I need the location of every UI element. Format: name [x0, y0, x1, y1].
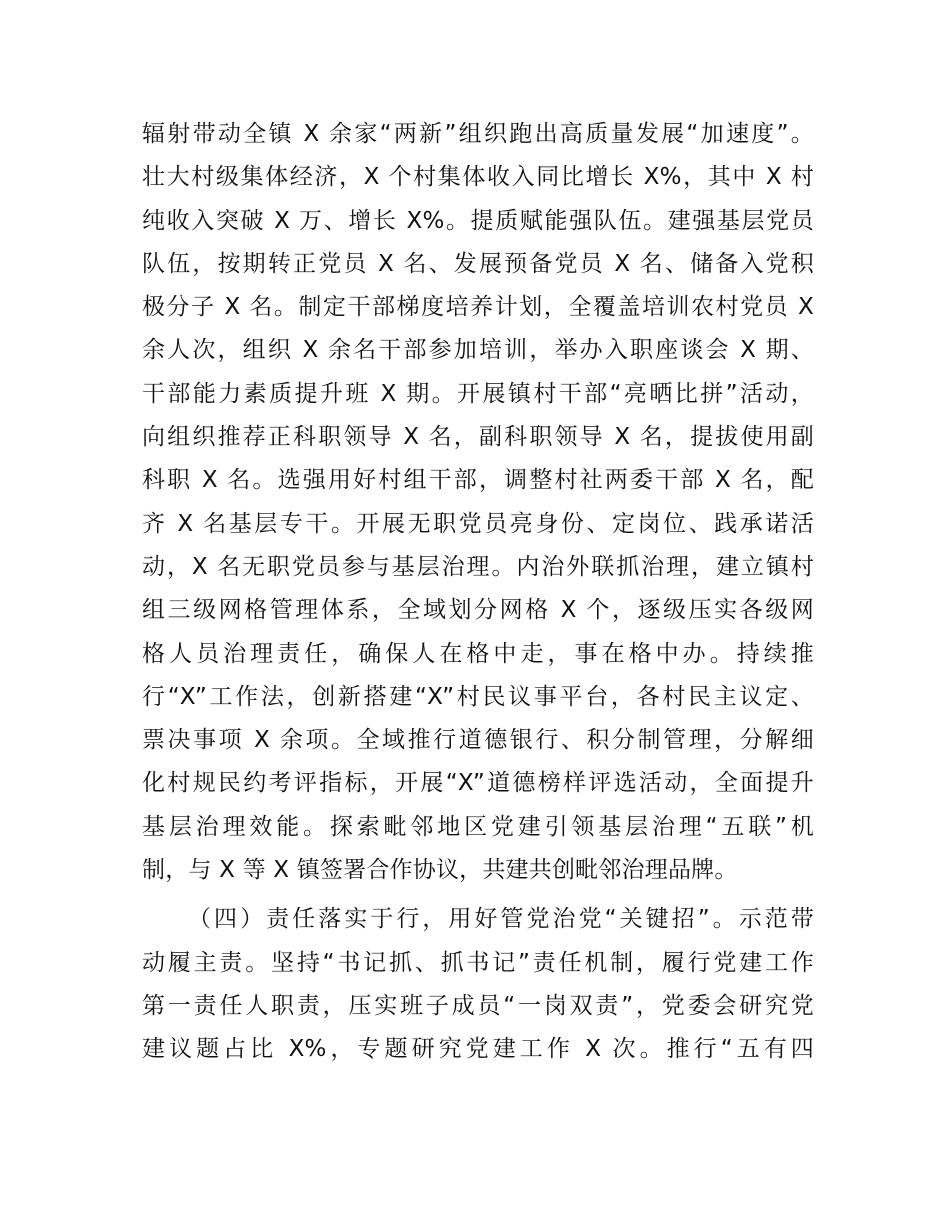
text-line: 齐 X 名基层专干。开展无职党员亮身份、定岗位、践承诺活 — [142, 510, 814, 537]
text-line: 格人员治理责任，确保人在格中走，事在格中办。持续推 — [142, 640, 814, 667]
paragraph-1 — [142, 113, 814, 892]
text-line: 基层治理效能。探索毗邻地区党建引领基层治理“五联”机 — [142, 813, 814, 840]
text-line: 票决事项 X 余项。全域推行道德银行、积分制管理，分解细 — [142, 727, 814, 754]
text-line: 干部能力素质提升班 X 期。开展镇村干部“亮晒比拼”活动， — [142, 380, 814, 407]
body-text — [142, 113, 814, 1072]
text-line: 科职 X 名。选强用好村组干部，调整村社两委干部 X 名，配 — [142, 467, 814, 494]
text-line: 行“X”工作法，创新搭建“X”村民议事平台，各村民主议定、 — [142, 683, 814, 710]
text-line: 制，与 X 等 X 镇签署合作协议，共建共创毗邻治理品牌。 — [142, 857, 738, 884]
text-line: 队伍，按期转正党员 X 名、发展预备党员 X 名、储备入党积 — [142, 250, 814, 277]
text-line: 动，X 名无职党员参与基层治理。内治外联抓治理，建立镇村 — [142, 553, 814, 580]
text-line: 建议题占比 X%，专题研究党建工作 X 次。推行“五有四 — [142, 1036, 814, 1063]
text-line: 向组织推荐正科职领导 X 名，副科职领导 X 名，提拔使用副 — [142, 424, 814, 451]
text-line: 动履主责。坚持“书记抓、抓书记”责任机制，履行党建工作 — [142, 949, 814, 976]
text-line: 壮大村级集体经济，X 个村集体收入同比增长 X%，其中 X 村 — [142, 164, 814, 191]
text-line: 余人次，组织 X 余名干部参加培训，举办入职座谈会 X 期、 — [142, 337, 814, 364]
text-line: 纯收入突破 X 万、增长 X%。提质赋能强队伍。建强基层党员 — [142, 207, 814, 234]
text-line: 化村规民约考评指标，开展“X”道德榜样评选活动，全面提升 — [142, 770, 814, 797]
text-line: 辐射带动全镇 X 余家“两新”组织跑出高质量发展“加速度”。 — [142, 121, 814, 147]
text-line: 组三级网格管理体系，全域划分网格 X 个，逐级压实各级网 — [142, 597, 814, 624]
text-line: （四）责任落实于行，用好管党治党“关键招”。示范带 — [188, 906, 814, 933]
text-line: 极分子 X 名。制定干部梯度培养计划，全覆盖培训农村党员 X — [142, 294, 814, 321]
paragraph-2 — [142, 898, 814, 1071]
text-line: 第一责任人职责，压实班子成员“一岗双责”，党委会研究党 — [142, 992, 814, 1019]
